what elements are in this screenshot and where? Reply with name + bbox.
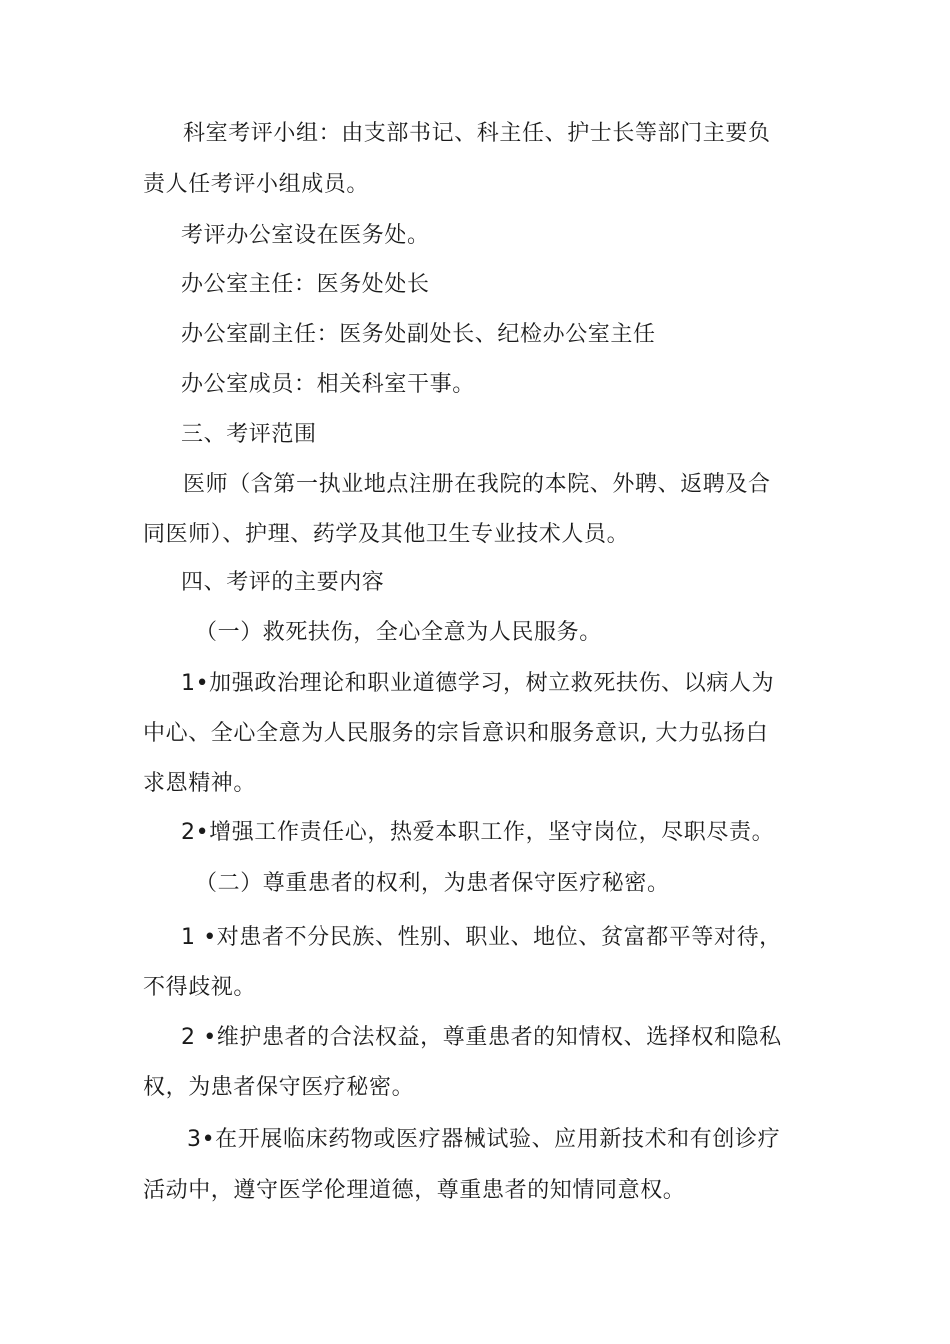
paragraph-line: 权，为患者保守医疗秘密。 <box>143 1075 415 1100</box>
paragraph-line: 2 •维护患者的合法权益，尊重患者的知情权、选择权和隐私 <box>181 1025 782 1050</box>
section-heading: 四、考评的主要内容 <box>181 570 385 595</box>
paragraph-line: 科室考评小组：由支部书记、科主任、护士长等部门主要负 <box>183 121 771 146</box>
paragraph-line: 不得歧视。 <box>143 975 257 1000</box>
paragraph-line: 1 •对患者不分民族、性别、职业、地位、贫富都平等对待， <box>181 925 782 950</box>
paragraph-line: 求恩精神。 <box>143 771 257 796</box>
paragraph-line: 办公室成员：相关科室干事。 <box>181 372 475 397</box>
paragraph-line: 3•在开展临床药物或医疗器械试验、应用新技术和有创诊疗 <box>187 1127 781 1152</box>
subsection-heading: （二）尊重患者的权利，为患者保守医疗秘密。 <box>195 871 670 896</box>
section-heading: 三、考评范围 <box>181 422 317 447</box>
paragraph-line: 办公室副主任：医务处副处长、纪检办公室主任 <box>181 322 656 347</box>
paragraph-line: 考评办公室设在医务处。 <box>181 223 430 248</box>
paragraph-line: 办公室主任：医务处处长 <box>181 272 430 297</box>
paragraph-line: 活动中，遵守医学伦理道德，尊重患者的知情同意权。 <box>143 1178 686 1203</box>
paragraph-line: 中心、全心全意为人民服务的宗旨意识和服务意识, 大力弘扬白 <box>143 721 769 746</box>
paragraph-line: 1•加强政治理论和职业道德学习，树立救死扶伤、以病人为 <box>181 671 775 696</box>
paragraph-line: 同医师）、护理、药学及其他卫生专业技术人员。 <box>143 522 630 547</box>
paragraph-line: 2•增强工作责任心，热爱本职工作，坚守岗位，尽职尽责。 <box>181 820 775 845</box>
subsection-heading: （一）救死扶伤，全心全意为人民服务。 <box>195 620 602 645</box>
paragraph-line: 责人任考评小组成员。 <box>143 172 370 197</box>
paragraph-line: 医师（含第一执业地点注册在我院的本院、外聘、返聘及合 <box>183 472 771 497</box>
